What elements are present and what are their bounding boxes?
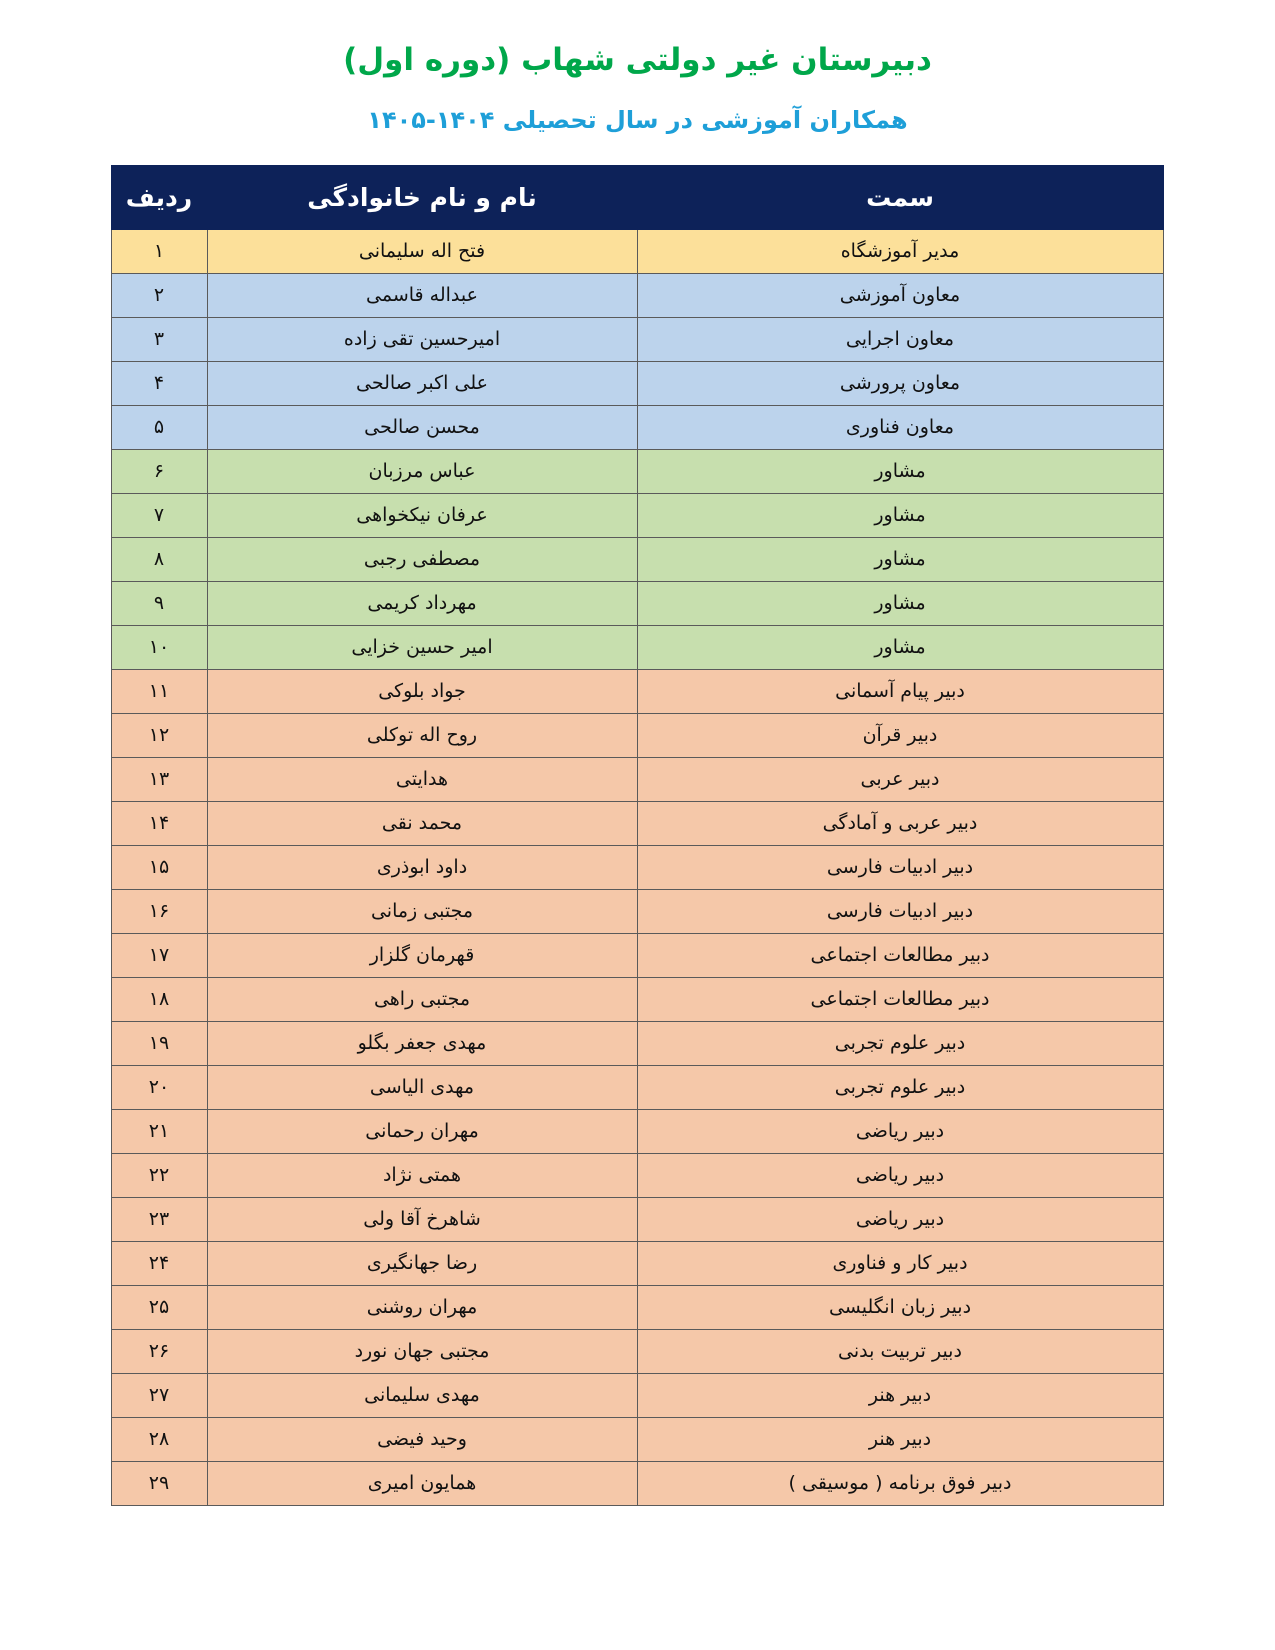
cell-name: مجتبی راهی [207, 978, 637, 1022]
cell-index: ۲۵ [111, 1286, 207, 1330]
cell-index: ۱۲ [111, 714, 207, 758]
table-row [111, 890, 1163, 934]
table-row [111, 758, 1163, 802]
table-row [111, 1286, 1163, 1330]
cell-index: ۱۴ [111, 802, 207, 846]
cell-index: ۱۵ [111, 846, 207, 890]
cell-index: ۲۴ [111, 1242, 207, 1286]
cell-role: دبیر مطالعات اجتماعی [637, 978, 1163, 1022]
table-row [111, 1462, 1163, 1506]
cell-role: مشاور [637, 450, 1163, 494]
cell-index: ۳ [111, 318, 207, 362]
table-row [111, 230, 1163, 274]
cell-role: دبیر علوم تجربی [637, 1022, 1163, 1066]
cell-name: هدایتی [207, 758, 637, 802]
table-row [111, 362, 1163, 406]
cell-role: دبیر عربی [637, 758, 1163, 802]
table-row [111, 1330, 1163, 1374]
cell-role: دبیر ریاضی [637, 1154, 1163, 1198]
cell-index: ۲۳ [111, 1198, 207, 1242]
table-row [111, 406, 1163, 450]
cell-name: همایون امیری [207, 1462, 637, 1506]
column-header-index: ردیف [111, 166, 207, 230]
table-row [111, 1198, 1163, 1242]
table-row [111, 1374, 1163, 1418]
table-row [111, 582, 1163, 626]
cell-name: روح اله توکلی [207, 714, 637, 758]
cell-name: امیرحسین تقی زاده [207, 318, 637, 362]
cell-role: دبیر زبان انگلیسی [637, 1286, 1163, 1330]
cell-index: ۲۱ [111, 1110, 207, 1154]
page-title: دبیرستان غیر دولتی شهاب (دوره اول) [343, 42, 932, 78]
cell-role: دبیر قرآن [637, 714, 1163, 758]
cell-role: دبیر تربیت بدنی [637, 1330, 1163, 1374]
cell-name: فتح اله سلیمانی [207, 230, 637, 274]
cell-name: وحید فیضی [207, 1418, 637, 1462]
cell-name: شاهرخ آقا ولی [207, 1198, 637, 1242]
cell-role: دبیر ادبیات فارسی [637, 890, 1163, 934]
cell-role: معاون اجرایی [637, 318, 1163, 362]
cell-role: دبیر علوم تجربی [637, 1066, 1163, 1110]
column-header-role: سمت [637, 166, 1163, 230]
cell-index: ۵ [111, 406, 207, 450]
cell-index: ۹ [111, 582, 207, 626]
cell-name: رضا جهانگیری [207, 1242, 637, 1286]
cell-index: ۸ [111, 538, 207, 582]
cell-role: دبیر عربی و آمادگی [637, 802, 1163, 846]
cell-role: مشاور [637, 582, 1163, 626]
cell-index: ۱۰ [111, 626, 207, 670]
cell-role: مشاور [637, 626, 1163, 670]
table-row [111, 1110, 1163, 1154]
cell-name: عبداله قاسمی [207, 274, 637, 318]
cell-index: ۱ [111, 230, 207, 274]
cell-role: دبیر فوق برنامه ( موسیقی ) [637, 1462, 1163, 1506]
cell-index: ۱۶ [111, 890, 207, 934]
header-block [0, 0, 1275, 137]
cell-role: دبیر مطالعات اجتماعی [637, 934, 1163, 978]
cell-role: دبیر ریاضی [637, 1198, 1163, 1242]
cell-index: ۲۸ [111, 1418, 207, 1462]
cell-index: ۲۲ [111, 1154, 207, 1198]
cell-name: داود ابوذری [207, 846, 637, 890]
cell-index: ۱۳ [111, 758, 207, 802]
cell-name: مجتبی جهان نورد [207, 1330, 637, 1374]
cell-index: ۱۸ [111, 978, 207, 1022]
column-header-name: نام و نام خانوادگی [207, 166, 637, 230]
cell-role: دبیر کار و فناوری [637, 1242, 1163, 1286]
table-row [111, 1022, 1163, 1066]
cell-index: ۱۷ [111, 934, 207, 978]
cell-role: دبیر ریاضی [637, 1110, 1163, 1154]
cell-role: معاون پرورشی [637, 362, 1163, 406]
cell-index: ۲۰ [111, 1066, 207, 1110]
table-row [111, 1418, 1163, 1462]
cell-role: دبیر پیام آسمانی [637, 670, 1163, 714]
cell-role: دبیر ادبیات فارسی [637, 846, 1163, 890]
table-row [111, 1066, 1163, 1110]
cell-name: عرفان نیکخواهی [207, 494, 637, 538]
cell-index: ۲۹ [111, 1462, 207, 1506]
cell-index: ۲ [111, 274, 207, 318]
table-row [111, 318, 1163, 362]
table-body [111, 230, 1163, 1506]
cell-index: ۲۶ [111, 1330, 207, 1374]
table-row [111, 978, 1163, 1022]
cell-index: ۴ [111, 362, 207, 406]
table-row [111, 274, 1163, 318]
cell-name: مجتبی زمانی [207, 890, 637, 934]
cell-role: دبیر هنر [637, 1374, 1163, 1418]
cell-name: مهران روشنی [207, 1286, 637, 1330]
staff-table-container [112, 165, 1164, 1506]
cell-index: ۶ [111, 450, 207, 494]
cell-index: ۱۱ [111, 670, 207, 714]
cell-index: ۱۹ [111, 1022, 207, 1066]
table-row [111, 450, 1163, 494]
cell-name: همتی نژاد [207, 1154, 637, 1198]
cell-name: مصطفی رجبی [207, 538, 637, 582]
table-row [111, 714, 1163, 758]
table-row [111, 934, 1163, 978]
cell-role: معاون فناوری [637, 406, 1163, 450]
staff-table [111, 165, 1164, 1506]
page-subtitle: همکاران آموزشی در سال تحصیلی ۱۴۰۴-۱۴۰۵ [367, 105, 908, 134]
table-row [111, 670, 1163, 714]
cell-name: امیر حسین خزایی [207, 626, 637, 670]
cell-role: مشاور [637, 538, 1163, 582]
cell-name: مهدی سلیمانی [207, 1374, 637, 1418]
table-header [111, 166, 1163, 230]
cell-name: عباس مرزبان [207, 450, 637, 494]
cell-name: علی اکبر صالحی [207, 362, 637, 406]
cell-index: ۲۷ [111, 1374, 207, 1418]
cell-name: محمد نقی [207, 802, 637, 846]
cell-name: مهدی جعفر بگلو [207, 1022, 637, 1066]
cell-role: مشاور [637, 494, 1163, 538]
table-row [111, 626, 1163, 670]
cell-name: مهدی الیاسی [207, 1066, 637, 1110]
table-row [111, 802, 1163, 846]
cell-name: مهرداد کریمی [207, 582, 637, 626]
cell-index: ۷ [111, 494, 207, 538]
table-row [111, 1154, 1163, 1198]
table-row [111, 538, 1163, 582]
table-row [111, 1242, 1163, 1286]
cell-name: قهرمان گلزار [207, 934, 637, 978]
table-header-row [111, 166, 1163, 230]
cell-role: دبیر هنر [637, 1418, 1163, 1462]
cell-role: معاون آموزشی [637, 274, 1163, 318]
cell-name: جواد بلوکی [207, 670, 637, 714]
table-row [111, 846, 1163, 890]
cell-name: محسن صالحی [207, 406, 637, 450]
cell-role: مدیر آموزشگاه [637, 230, 1163, 274]
cell-name: مهران رحمانی [207, 1110, 637, 1154]
table-row [111, 494, 1163, 538]
